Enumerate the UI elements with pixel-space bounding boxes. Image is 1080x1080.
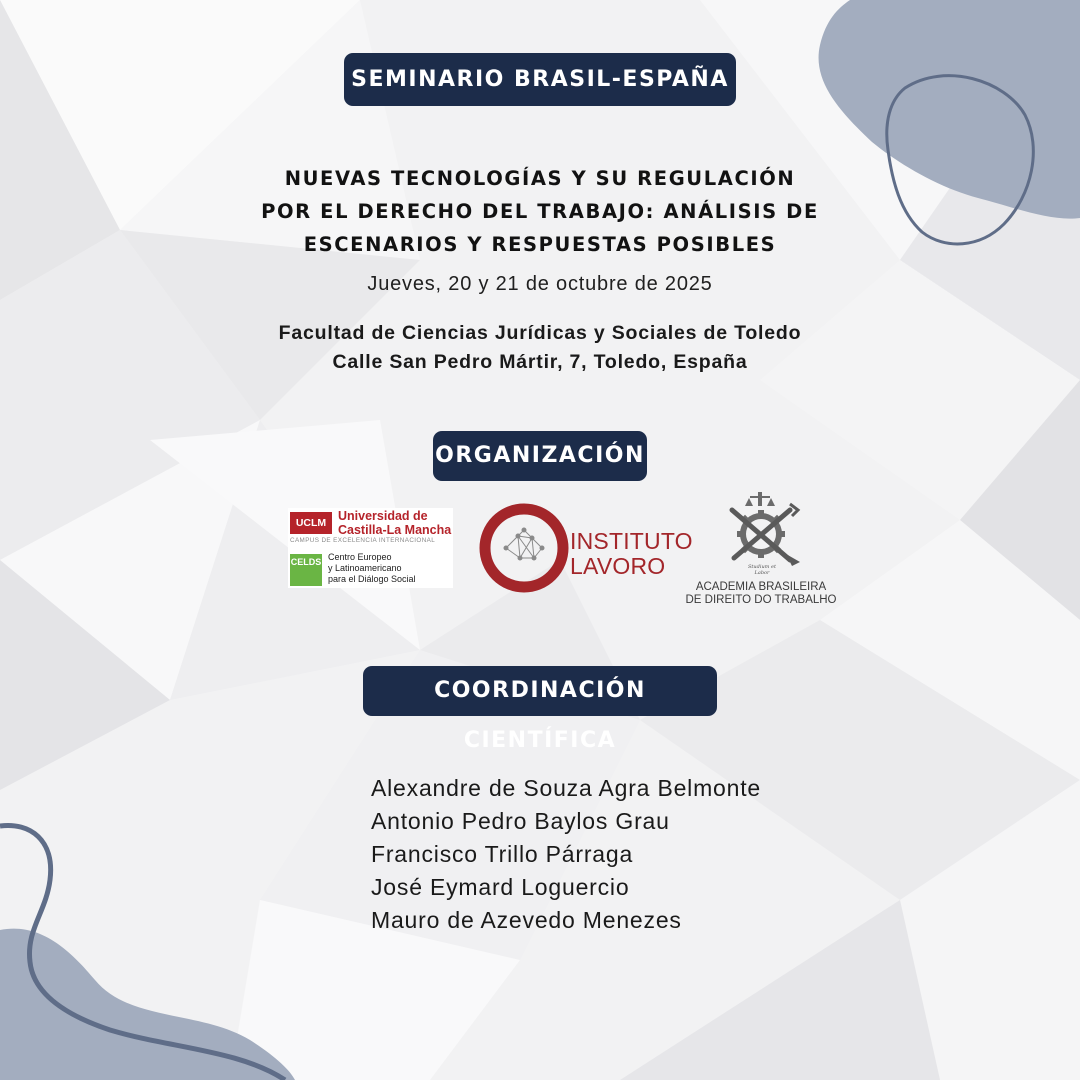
title-line: ESCENARIOS Y RESPUESTAS POSIBLES xyxy=(303,233,777,256)
venue-line: Facultad de Ciencias Jurídicas y Sociales de Toledo xyxy=(278,322,802,344)
academia-name xyxy=(680,581,842,607)
celds-badge-label: CELDS xyxy=(290,557,322,567)
coordinators-list xyxy=(371,772,761,937)
event-venue xyxy=(140,319,940,377)
seminar-badge-label: SEMINARIO BRASIL-ESPAÑA xyxy=(351,67,729,92)
uclm-name xyxy=(338,509,451,537)
coordination-badge xyxy=(363,666,717,753)
celds-badge xyxy=(290,554,322,586)
organization-badge xyxy=(433,431,647,481)
coordinator-name: Alexandre de Souza Agra Belmonte xyxy=(371,775,762,801)
venue-line: Calle San Pedro Mártir, 7, Toledo, España xyxy=(332,351,748,373)
lavoro-line: LAVORO xyxy=(570,553,666,579)
uclm-name-line: Castilla-La Mancha xyxy=(338,523,452,537)
celds-name-line: Centro Europeo xyxy=(328,552,392,562)
uclm-celds-logo xyxy=(288,508,453,588)
seminar-title xyxy=(140,162,940,261)
title-line: NUEVAS TECNOLOGÍAS Y SU REGULACIÓN xyxy=(284,167,796,190)
instituto-lavoro-name xyxy=(570,529,693,579)
uclm-tagline: CAMPUS DE EXCELENCIA INTERNACIONAL xyxy=(290,537,436,544)
celds-name-line: para el Diálogo Social xyxy=(328,574,416,584)
lavoro-line: INSTITUTO xyxy=(570,528,693,554)
title-line: POR EL DERECHO DEL TRABAJO: ANÁLISIS DE xyxy=(261,200,819,223)
celds-name-line: y Latinoamericano xyxy=(328,563,402,573)
academia-motto: Studium et Labor xyxy=(748,564,776,576)
celds-name xyxy=(328,552,416,585)
academia-gear-emblem-icon xyxy=(720,490,802,568)
uclm-badge: UCLM xyxy=(290,512,332,534)
seminar-badge xyxy=(344,53,736,106)
uclm-name-line: Universidad de xyxy=(338,509,428,523)
organization-badge-label: ORGANIZACIÓN xyxy=(435,443,645,468)
academia-name-line: DE DIREITO DO TRABALHO xyxy=(685,594,837,606)
academia-name-line: ACADEMIA BRASILEIRA xyxy=(695,581,827,593)
coordinator-name: Antonio Pedro Baylos Grau xyxy=(371,808,670,834)
coordinator-name: José Eymard Loguercio xyxy=(371,874,630,900)
coordinator-name: Francisco Trillo Párraga xyxy=(371,841,634,867)
instituto-lavoro-logo-mark xyxy=(476,500,572,596)
coordinator-name: Mauro de Azevedo Menezes xyxy=(371,907,682,933)
coordination-badge-label: COORDINACIÓN CIENTÍFICA xyxy=(434,678,646,753)
event-date: Jueves, 20 y 21 de octubre de 2025 xyxy=(367,273,713,295)
